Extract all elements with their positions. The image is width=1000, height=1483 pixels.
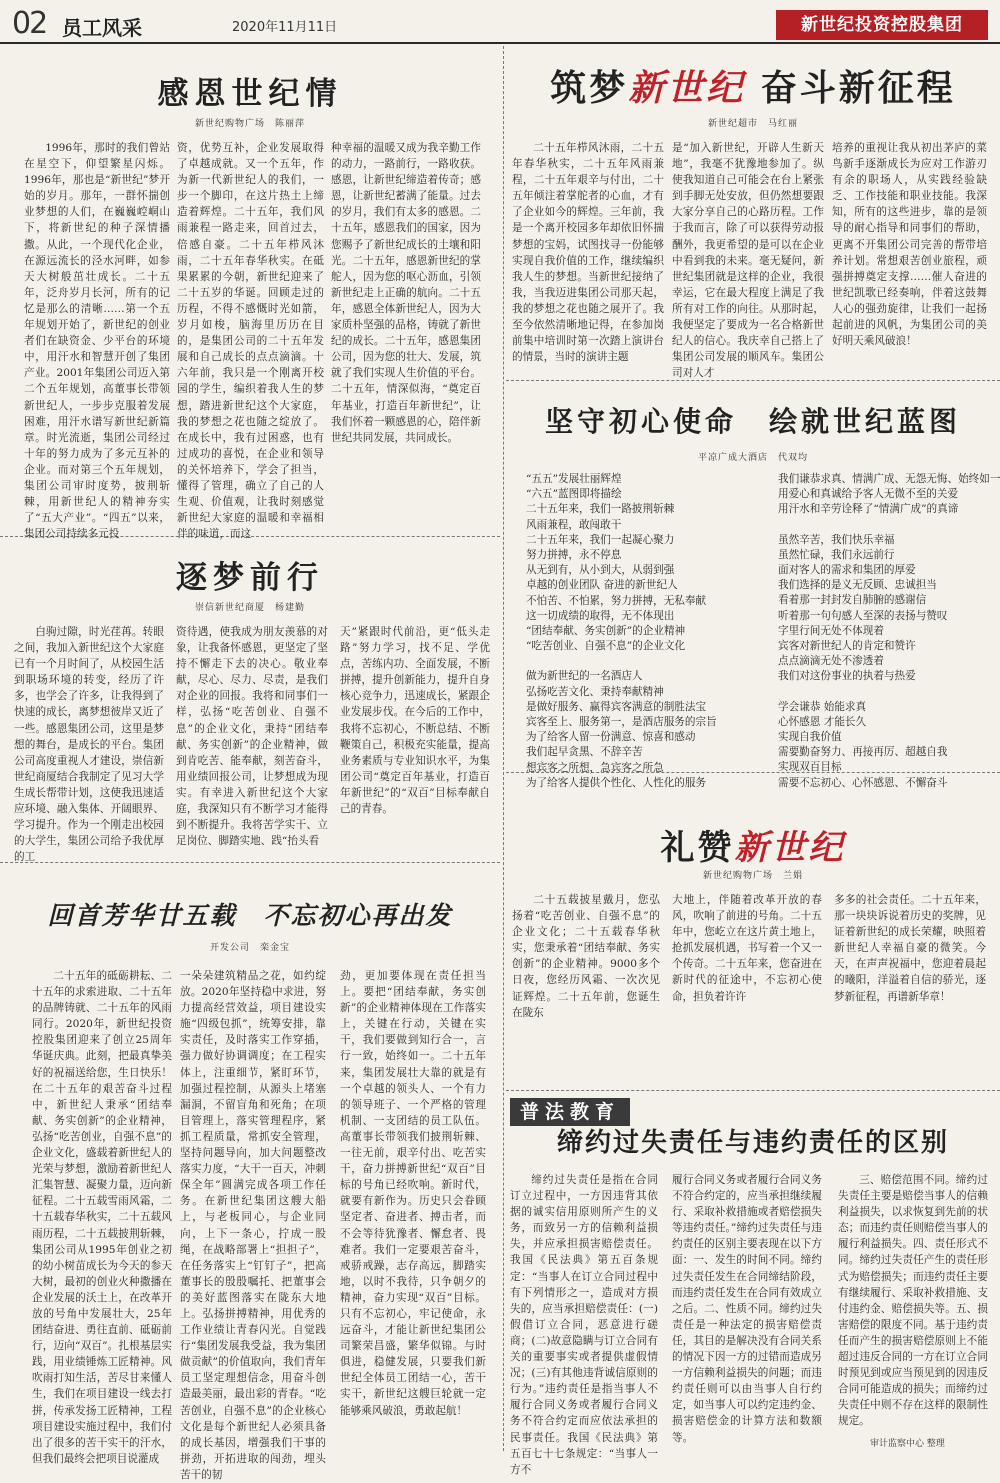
article-byline: 新世纪购物广场 陈丽萍: [194, 119, 305, 129]
article-column: 劲，更加要体现在责任担当上。要把“团结奉献，务实创新”的企业精神体现在工作落实上，关键在行动，关键在实干，我们要做到知行合一，言行一致，始终如一。二十五年来，集团发展壮大靠的就是有一个卓越的领头人、一个有力的领导班子、一个严格的管理机制、一支团结的员工队伍。高董事长带领我们披荆斩棘、一往无前，艰辛付出、吃苦实干，奋力拼搏新世纪“双百”目标的号角已经吹响。新时代，就要有新作为。历史只会眷顾坚定者、奋进者、搏击者，而不会等待犹豫者、懈怠者、畏难者。我们一定要艰苦奋斗，戒骄戒躁，志存高远，脚踏实地，以时不我待，只争朝夕的精神，奋力实现“双百”目标。只有不忘初心，牢记使命，永远奋斗，才能让新世纪集团公司繁荣昌盛，繁华似锦。与时俱进，稳健发展，只要我们新世纪全体员工团结一心，苦干实干，新世纪这艘巨轮就一定能够乘风破浪，勇敢起航！: [340, 970, 486, 1417]
poem-line: 弘扬吃苦文化、秉持奉献精神: [526, 685, 664, 698]
article-credit: 审计监察中心 整理: [870, 1439, 945, 1449]
article-column: 二十五年的砥砺耕耘、二十五年的求索进取、二十五年的品牌铸就、二十五年的风雨同行。2020年，新世纪投资控股集团迎来了创立25周年华诞庆典。此刻，把最真挚美好的祝福送给您，生日快乐！在二十五年的艰苦奋斗过程中，新世纪人秉承“团结奉献、务实创新”的企业精神，弘扬“吃苦创业，自强不息”的企业文化，盛载着新世纪人的光荣与梦想，激励着新世纪人汇集智慧、凝聚力量，迈向新征程。二十五载雪雨风霜，二十五载春华秋实，二十五载风雨历程，二十五载披荆斩棘，集团公司从1995年创业之初的幼小树苗成长为今天的参天大树，最初的创业火种撒播在企业发展的沃土上，在改革开放的号角中发展壮大，25年团结奋进、勇往直前、砥砺前行，迈向“双百”。扎根基层实践，用业绩锤炼工匠精神。风吹雨打知生活，苦尽甘来懂人生，我们在项目建设一线去打拼，传承发扬工匠精神，工程项目建设实施过程中，我们付出了很多的苦干实干的汗水，但我们最终会把项目说灌成: [32, 970, 172, 1465]
article-title: 筑梦新世纪 奋斗新征程: [550, 67, 956, 109]
divider: [506, 1090, 1000, 1091]
poem-line: 字里行间无处不体现着: [778, 624, 884, 637]
article-column: 是“加入新世纪，开辟人生新天地”，我毫不犹豫地参加了。纵使我知道自己可能会在台上紧张到手脚无处安放，但仍然想要跟大家分享自己的心路历程。工作于我而言，除了可以获得劳动报酬外，我更希望的是可以在企业中看到我的未来。毫无疑问，新世纪集团就是这样的企业，我很幸运，它在最大程度上满足了我所有对工作的向往。从那时起，我便坚定了要成为一名合格新世纪人的信心。我庆幸自己搭上了集团公司发展的顺风车。集团公司对人才: [672, 142, 824, 380]
article-column: 天”紧跟时代前沿，更“低头走路”努力学习，找不足、学优点，苦练内功、全面发展，不断拼搏，提升创新能力，提升自身核心竞争力，迅速成长，紧跟企业发展步伐。在今后的工作中，我将不忘初心，不断总结、不断鞭策自己，积极充实能量，提高业务素质与专业知识水平，为集团公司“奠定百年基业，打造百年新世纪”的“双百”目标奉献自己的青春。: [340, 626, 490, 816]
article-byline: 崇信新世纪商厦 杨建勤: [194, 603, 305, 613]
poem-line: 二十五年来，我们一路披荆斩棘: [526, 503, 675, 516]
article-column: 资，优势互补，企业发展取得了卓越成就。又一个五年，作为新一代新世纪人的我们，一步一个脚印，在这片热土上缔造着辉煌。二十五年，我们风雨兼程一路走来，回首过去，倍感自豪。二十五年栉风沐雨，二十五年春华秋实。在砥果累累的今朝，新世纪迎来了二十五岁的华诞。回顾走过的历程，不得不感慨时光如箭，岁月如梭，脑海里历历在目的，是集团公司的二十五年发展和自己成长的点点滴滴。十六年前，我只是一个刚离开校园的学生，编织着我人生的梦想，踏进新世纪这个大家庭，我的梦想之花也随之绽放了。在成长中，我有过困惑，也有过成功的喜悦，在企业和领导的关怀培养下，学会了担当，懂得了管理，确立了自己的人生观、价值观，让我时刻感觉新世纪大家庭的温暖和幸福相伴的味道，而这: [177, 142, 324, 541]
poem-line: 听着那一句句感人至深的表扬与赞叹: [778, 609, 948, 622]
article-title: 礼赞新世纪: [660, 828, 846, 868]
poem-column: [778, 472, 1000, 789]
poem-column: [526, 472, 766, 789]
article-title: 坚守初心使命 绘就世纪蓝图: [544, 405, 961, 438]
section-badge: 普法教育: [510, 1098, 630, 1126]
article-column: 种幸福的温暖又成为我辛勤工作的动力，一路前行，一路收获。感恩，让新世纪缔造着传奇；感恩，让新世纪蓄满了能量。过去的岁月，我们有太多的感恩。二十五年，感恩我们的国家，因为您赐予了新世纪成长的土壤和阳光。二十五年，感恩新世纪的掌舵人，因为您的呕心沥血，引领新世纪走上正确的航向。二十五年，感恩全体新世纪人，因为大家质朴坚强的品格，铸就了新世纪的成长。二十五年，感恩集团公司，因为您的壮大、发展，筑就了我们实现人生价值的平台。二十五年，情深似海，“奠定百年基业，打造百年新世纪”，让我们怀着一颗感恩的心，陪伴新世纪共同发展，共同成长。: [331, 142, 481, 444]
poem-line: 需要不忘初心、心怀感恩、不懈奋斗: [778, 776, 948, 789]
poem-line: 努力拼搏，永不停息: [526, 549, 622, 562]
poem-line: 我们选择的是义无反顾、忠诚担当: [778, 579, 937, 592]
poem-line: 风雨兼程，敢闯敢干: [526, 518, 622, 531]
article-column: 资待遇，使我成为朋友羡慕的对象，让我备怀感恩，更坚定了坚持不懈走下去的决心。敬业奉献，尽心、尽力、尽责，是我们对企业的回报。我将和同事们一样，弘扬“吃苦创业、自强不息”的企业文化，秉持“团结奉献、务实创新”的企业精神，做到肯吃苦、能奉献，刻苦奋斗，用业绩回报公司，让梦想成为现实。有幸进入新世纪这个大家庭，我深知只有不断学习才能得到不断提升。我将苦学实干、立足岗位、脚踏实地、践“抬头看: [176, 626, 328, 848]
article-column: 二十五年栉风沐雨，二十五年春华秋实，二十五年风雨兼程，二十五年艰辛与付出，二十五年倾注着掌舵者的心血，才有了企业如今的辉煌。三年前，我是一个离开校园多年却依旧怀揣梦想的宝妈，试图找寻一份能够实现自我价值的工作，继续编织我人生的梦想。当新世纪接纳了我，当我迈进集团公司那天起，我的梦想之花也随之展开了。我至今依然清晰地记得，在参加岗前集中培训时第一次踏上演讲台的情景，当时的演讲主题: [512, 142, 664, 364]
page-number: 02: [12, 6, 47, 41]
issue-date: 2020年11月11日: [232, 20, 338, 35]
poem-line: 实现双百目标: [778, 761, 842, 774]
poem-line: 学会谦恭 始能求真: [778, 700, 867, 713]
article-title: 缔约过失责任与违约责任的区别: [556, 1128, 949, 1158]
article-column: 三、赔偿范围不同。缔约过失责任主要是赔偿当事人的信赖利益损失，以求恢复到先前的状态；而违约责任则赔偿当事人的履行利益损失。四、责任形式不同。缔约过失责任产生的责任形式为赔偿损失；而违约责任主要有继续履行、采取补救措施、支付违约金、赔偿损失等。五、损害赔偿的限度不同。基于违约责任而产生的损害赔偿原则上不能超过违反合同的一方在订立合同时预见到或应当预见到的因违反合同可能造成的损失；而缔约过失责任中则不存在这样的限制性规定。: [838, 1174, 988, 1428]
poem-line: 为了给客人留一份满意、惊喜和感动: [526, 731, 696, 744]
page-header: [0, 0, 1000, 44]
poem-line: 点点滴滴无处不渗透着: [778, 655, 884, 668]
poem-line: 我们谦恭求真、情满广成、无怨无悔、始终如一: [778, 473, 1000, 485]
section-title: 员工风采: [62, 16, 142, 40]
poem-line: 虽然辛苦，我们快乐幸福: [778, 533, 895, 546]
column-divider: [503, 46, 504, 1451]
poem-line: 这一切成绩的取得，无不体现出: [526, 609, 675, 622]
poem-line: 是做好服务、赢得宾客满意的制胜法宝: [526, 700, 707, 713]
poem-line: 实现自我价值: [778, 731, 842, 744]
poem-line: 虽然忙碌，我们永远前行: [778, 548, 895, 561]
brand-wordmark: 新世纪: [628, 67, 746, 109]
poem-line: 心怀感恩 才能长久: [778, 715, 867, 728]
poem-line: 需要勤奋努力、再接再厉、超越自我: [778, 746, 948, 759]
article-column: 履行合同义务或者履行合同义务不符合约定的，应当承担继续履行、采取补救措施或者赔偿损失等违约责任。”缔约过失责任与违约责任的区别主要表现在以下方面：一、发生的时间不同。缔约过失责任发生在合同缔结阶段，而违约责任发生在合同有效成立之后。二、性质不同。缔约过失责任是一种法定的损害赔偿责任，其目的是解决没有合同关系的情况下因一方的过错而造成另一方信赖利益损失的问题；而违约责任则可以由当事人自行约定，如当事人可以约定违约金、损害赔偿金的计算方法和数额等。: [672, 1174, 822, 1444]
poem-line: 用汗水和辛劳诠释了“情满广成”的真谛: [778, 503, 959, 516]
poem-line: 宾客对新世纪人的肯定和赞许: [778, 640, 916, 653]
article-column: 1996年，那时的我们曾站在星空下，仰望繁星闪烁。1996年，那也是“新世纪”梦开始的岁月。那年，一群怀揣创业梦想的人们，在巍巍崆峒山下，将新世纪的种子深情播撒。从此，一个现代化企业，在源远流长的泾水河畔，如参天大树般茁壮成长。二十五年，泛舟岁月长河，所有的记忆是那么的清晰……第一个五年规划开始了，新世纪的创业者们在缺资金、少平台的环境中，用汗水和智慧开创了集团产业。2001年集团公司迈入第二个五年规划，高董事长带领新世纪人，一步步克服着发展困难，用汗水谱写新世纪新篇章。时光流逝，集团公司经过十年的努力成为了多元互补的企业。而对第三个五年规划，集团公司审时度势，披荆斩棘，用新世纪人的精神夯实了“五大产业”。“四五”以来，集团公司持续多元投: [24, 142, 170, 541]
poem-line: 做为新世纪的一名酒店人: [526, 670, 643, 683]
poem-line: 为了给客人提供个性化、人性化的服务: [526, 776, 707, 789]
poem-line: 不怕苦、不怕累，努力拼搏，无私奉献: [526, 594, 707, 607]
article-title: 回首芳华廿五载 不忘初心再出发: [47, 901, 453, 930]
poem-line: “六五”蓝图即将描绘: [526, 488, 622, 501]
article-column: 培养的重视让我从初出茅庐的菜鸟新手逐渐成长为应对工作游刃有余的职场人，从实践经验缺乏、工作技能和职业技能。我深知，所有的这些进步，靠的是领导的耐心指导和同事们的帮助，更离不开集团公司完善的帮带培养计划。常想艰苦创业旅程，顽强拼搏奠定支撑……催人奋进的世纪凯歌已经奏响，伴着这鼓舞人心的强劲旋律，让我们一起扬起前进的风帆，为集团公司的美好明天乘风破浪！: [832, 142, 987, 348]
article-column: 白驹过隙，时光荏苒。转眼之间，我加入新世纪这个大家庭已有一个月时间了，从校园生活到职场环境的转变，经历了许多，也学会了许多，让我得到了快速的成长，离梦想彼岸又近了一些。感恩集团公司，这里是梦想的舞台，是成长的平台。集团公司高度重视人才建设，崇信新世纪商厦结合我制定了见习大学生成长帮带计划，这使我迅速适应环境、融入集体、开阔眼界、学习提升。作为一个刚走出校园的大学生，集团公司给予我优厚的工: [14, 626, 164, 864]
article-title: 感恩世纪情: [157, 76, 343, 112]
brand-wordmark: 新世纪: [734, 828, 846, 868]
header-rule: [0, 42, 1000, 44]
article-byline: 平凉广成大酒店 代双均: [697, 453, 808, 463]
stanza-gap: [778, 685, 988, 700]
article-byline: 开发公司 栾金宝: [209, 943, 290, 953]
poem-line: 宾客至上、服务第一，是酒店服务的宗旨: [526, 716, 717, 729]
article-column: 二十五载披星戴月，您弘扬着“吃苦创业、自强不息”的企业文化；二十五载春华秋实，您秉承着“团结奉献、务实创新”的企业精神。9000多个日夜，您经历风霜、一次次见证辉煌。二十五年前，您诞生在陇东: [512, 894, 660, 1019]
article-column: 一朵朵建筑精品之花，如约绽放。2020年坚持稳中求进，努力提高经营效益，项目建设实施“四级包抓”，统筹安排，靠实责任，及时落实工作穿插，强力做好协调调度；在工程实体上，注重细节，紧盯环节，加强过程控制，从源头上堵塞漏洞，不留盲角和死角；在项目管理上，落实管理程序，紧抓工程质量，常抓安全管理，坚持问题导向，加大问题整改落实力度，“大干一百天，冲刺保全年”圆满完成各项工作任务。在新世纪集团这艘大船上，与老板同心，与企业同向，上下一条心，拧成一股绳，在战略部署上“担担子”，在任务落实上“钉钉子”，把高董事长的殷殷嘱托、把董事会的美好蓝图落实在陇东大地上。弘扬拼搏精神，用优秀的工作业绩让青春闪光。自觉践行“集团发展我受益，我为集团做贡献”的价值取向，我们青年员工坚定理想信念，用奋斗创造最美丽，最出彩的青春。“吃苦创业，自强不息”的企业核心文化是每个新世纪人必须具备的成长基因，增强我们干事的拼劲，开拓进取的闯劲，埋头苦干的韧: [180, 970, 326, 1481]
stanza-gap: [526, 654, 766, 669]
article-title: 逐梦前行: [176, 560, 324, 596]
poem-line: 面对客人的需求和集团的厚爱: [778, 564, 916, 577]
poem-line: 用爱心和真诚给予客人无微不至的关爱: [778, 488, 959, 501]
poem-line: “吃苦创业、自强不息”的企业文化: [526, 640, 686, 653]
poem-line: 二十五年来，我们一起凝心聚力: [526, 533, 675, 546]
poem-line: “五五”发展壮丽辉煌: [526, 473, 622, 485]
article-byline: 新世纪超市 马红丽: [707, 119, 798, 129]
stanza-gap: [778, 518, 988, 533]
poem-line: 从无到有，从小到大，从弱到强: [526, 564, 675, 577]
poem-line: 我们对这份事业的执着与热爱: [778, 670, 916, 683]
poem-line: 我们起早贪黑、不辞辛苦: [526, 746, 643, 759]
article-column: 缔约过失责任是指在合同订立过程中，一方因违背其依据的诚实信用原则所产生的义务，而致另一方的信赖利益损失，并应承担损害赔偿责任。我国《民法典》第五百条规定：“当事人在订立合同过程中有下列情形之一，造成对方损失的，应当承担赔偿责任：(一)假借订立合同，恶意进行磋商；(二)故意隐瞒与订立合同有关的重要事实或者提供虚假情况；(三)有其他违背诚信原则的行为。”违约责任是指当事人不履行合同义务或者履行合同义务不符合约定而应依法承担的民事责任。我国《民法典》第五百七十七条规定：“当事人一方不: [510, 1174, 658, 1476]
article-column: 多多的社会责任。二十五年来，那一块块诉说着历史的奖牌，见证着新世纪的成长荣耀，映照着新世纪人幸福自豪的微笑。今天，在声声祝福中，您迎着晨起的曦阳，洋溢着自信的骄光，逐梦新征程，再谱新华章！: [834, 894, 986, 1003]
poem-line: “团结奉献、务实创新”的企业精神: [526, 625, 686, 638]
article-column: 大地上，伴随着改革开放的春风，吹响了前进的号角。二十五年中，您屹立在这片黄土地上，抢抓发展机遇，书写着一个又一个传奇。二十五年来，您奋进在新时代的征途中，不忘初心使命，担负着许许: [672, 894, 822, 1003]
article-byline: 新世纪购物广场 兰娟: [702, 871, 803, 881]
brand-logo: 新世纪投资控股集团: [776, 10, 988, 40]
poem-line: 看着那一封封发自肺腑的感谢信: [778, 594, 927, 607]
poem-line: 卓越的创业团队 奋进的新世纪人: [526, 579, 678, 592]
poem-line: 想宾客之所想，急宾客之所急: [526, 761, 664, 774]
